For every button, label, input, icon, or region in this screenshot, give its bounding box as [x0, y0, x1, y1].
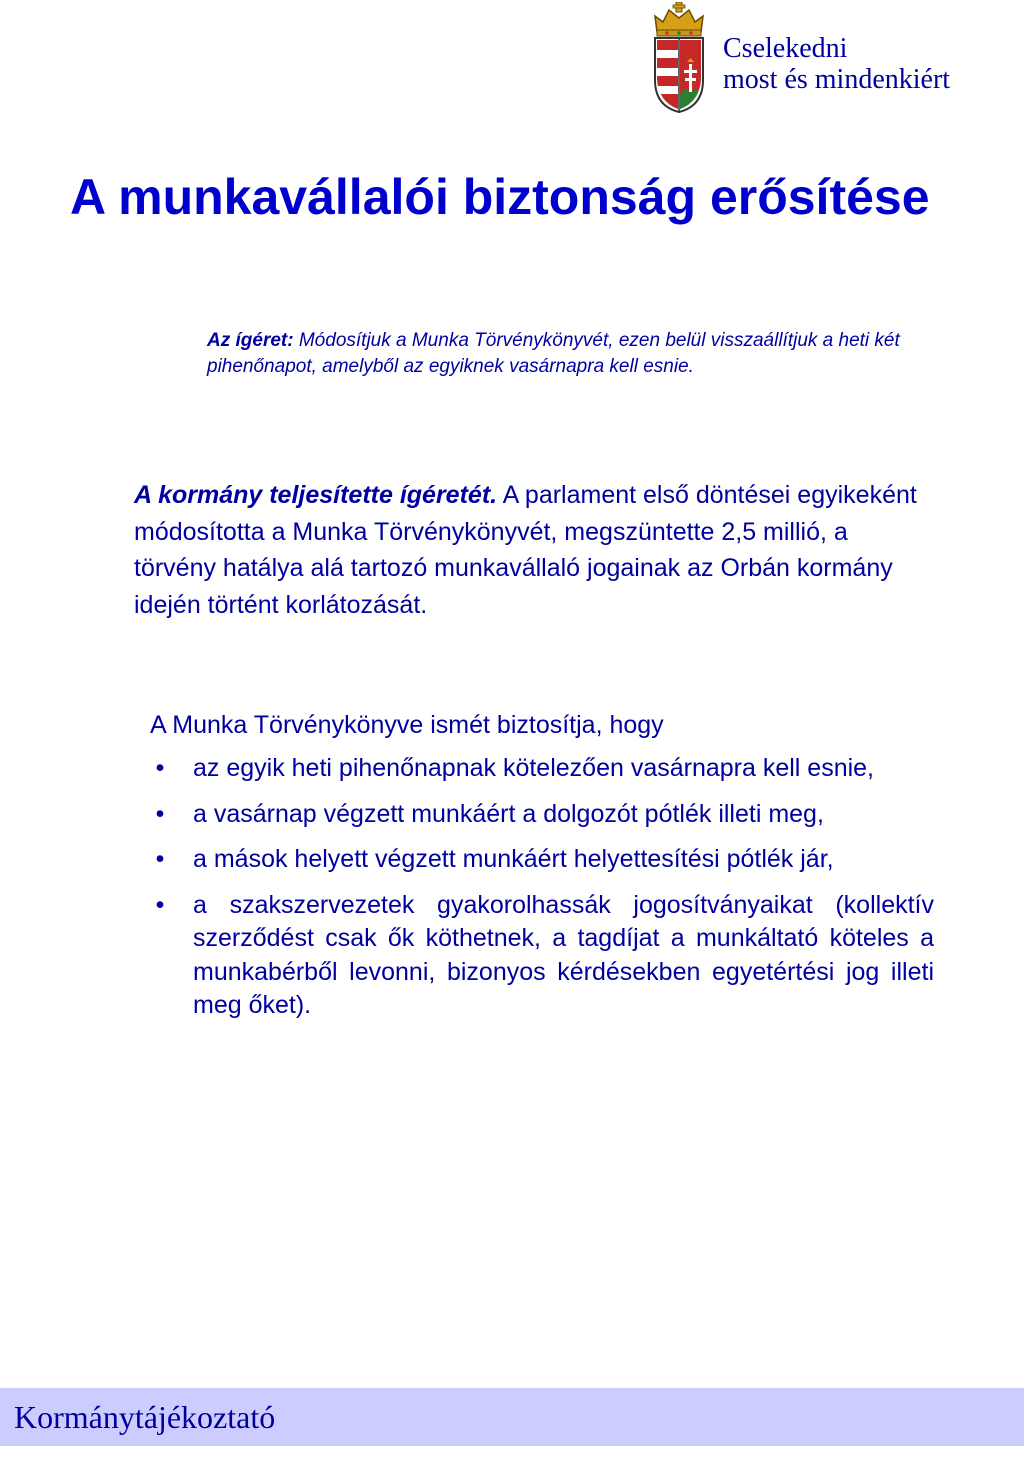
motto [723, 33, 950, 95]
bullet-icon: • [155, 754, 165, 782]
list-item [150, 843, 934, 877]
lead-paragraph [134, 477, 934, 623]
lead-bold: A kormány teljesítette ígéretét. [134, 481, 498, 509]
list-item-text: a szakszervezetek gyakorolhassák jogosítványaikat (kollektív szerződést csak ők köthetnek, a tagdíjat a munkáltató köteles a munkabérből levonni, bizonyos kérdésekben egyetértési jog illeti meg őket). [193, 890, 934, 1019]
motto-line-1: Cselekedni [723, 33, 848, 64]
page-title: A munkavállalói biztonság erősítése [70, 169, 930, 225]
bullet-icon: • [155, 845, 165, 873]
coat-of-arms-icon [649, 2, 709, 114]
lead-text: A parlament első döntései egyikeként módosította a Munka Törvénykönyvét, megszüntette 2,5 millió, a törvény hatálya alá tartozó munkavállaló jogainak az Orbán kormány idején történt korlátozását. [134, 481, 917, 619]
list-item [150, 798, 934, 832]
list-item [150, 752, 934, 786]
motto-line-2: most és mindenkiért [723, 64, 951, 95]
list-item-text: a mások helyett végzett munkáért helyettesítési pótlék jár, [193, 845, 834, 873]
header [645, 0, 1024, 118]
bullet-icon: • [155, 890, 165, 919]
bullet-icon: • [155, 799, 165, 828]
list-item-text: az egyik heti pihenőnapnak kötelezően vasárnapra kell esnie, [193, 754, 875, 782]
bullet-list [150, 752, 934, 1035]
list-item-text: a vasárnap végzett munkáért a dolgozót pótlék illeti meg, [193, 799, 824, 828]
promise-label: Az ígéret: [207, 330, 294, 351]
footer-bar [0, 1388, 1024, 1446]
list-item [150, 889, 934, 1023]
footer-label: Kormánytájékoztató [14, 1399, 276, 1435]
promise-text: Módosítjuk a Munka Törvénykönyvét, ezen belül visszaállítjuk a heti két pihenőnapot, amelyből az egyiknek vasárnapra kell esnie. [207, 330, 900, 377]
list-intro: A Munka Törvénykönyve ismét biztosítja, hogy [150, 711, 664, 739]
promise-block [207, 328, 947, 380]
